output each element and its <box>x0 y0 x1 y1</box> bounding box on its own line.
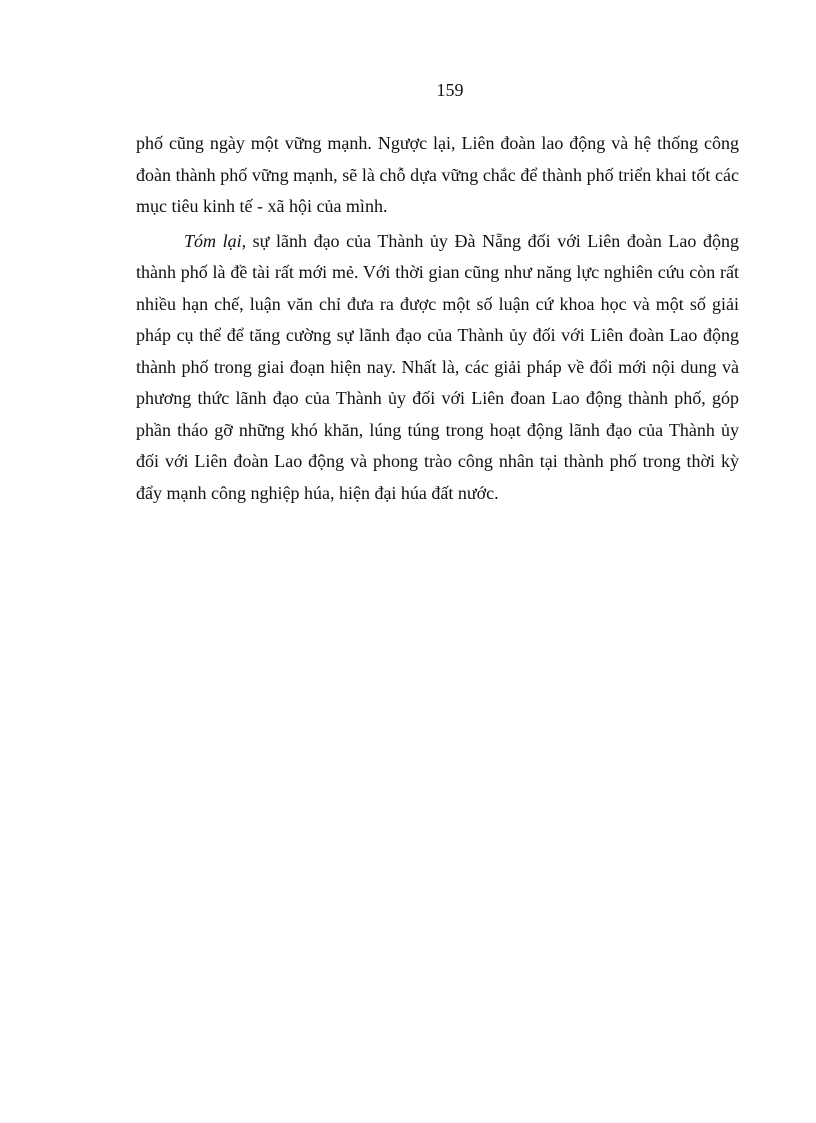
paragraph-conclusion <box>136 226 739 510</box>
paragraph-continuation: phố cũng ngày một vững mạnh. Ngược lại, Liên đoàn lao động và hệ thống công đoàn thành phố vững mạnh, sẽ là chỗ dựa vững chắc để thành phố triển khai tốt các mục tiêu kinh tế - xã hội của mình. <box>136 133 739 216</box>
paragraph-text: sự lãnh đạo của Thành ủy Đà Nẵng đối với Liên đoàn Lao động thành phố là đề tài rất mới mẻ. Với thời gian cũng như năng lực nghiên cứu còn rất nhiều hạn chế, luận văn chỉ đưa ra được một số luận cứ khoa học và một số giải pháp cụ thể để tăng cường sự lãnh đạo của Thành ủy đối với Liên đoàn Lao động thành phố trong giai đoạn hiện nay. Nhất là, các giải pháp về đổi mới nội dung và phương thức lãnh đạo của Thành ủy đối với Liên đoan Lao động thành phố, góp phần tháo gỡ những khó khăn, lúng túng trong hoạt động lãnh đạo của Thành ủy đối với Liên đoàn Lao động và phong trào công nhân tại thành phố trong thời kỳ đẩy mạnh công nghiệp húa, hiện đại húa đất nước. <box>136 230 739 503</box>
page-number: 159 <box>436 80 464 100</box>
document-body <box>136 128 739 509</box>
italic-lead-phrase: Tóm lại, <box>184 230 247 251</box>
